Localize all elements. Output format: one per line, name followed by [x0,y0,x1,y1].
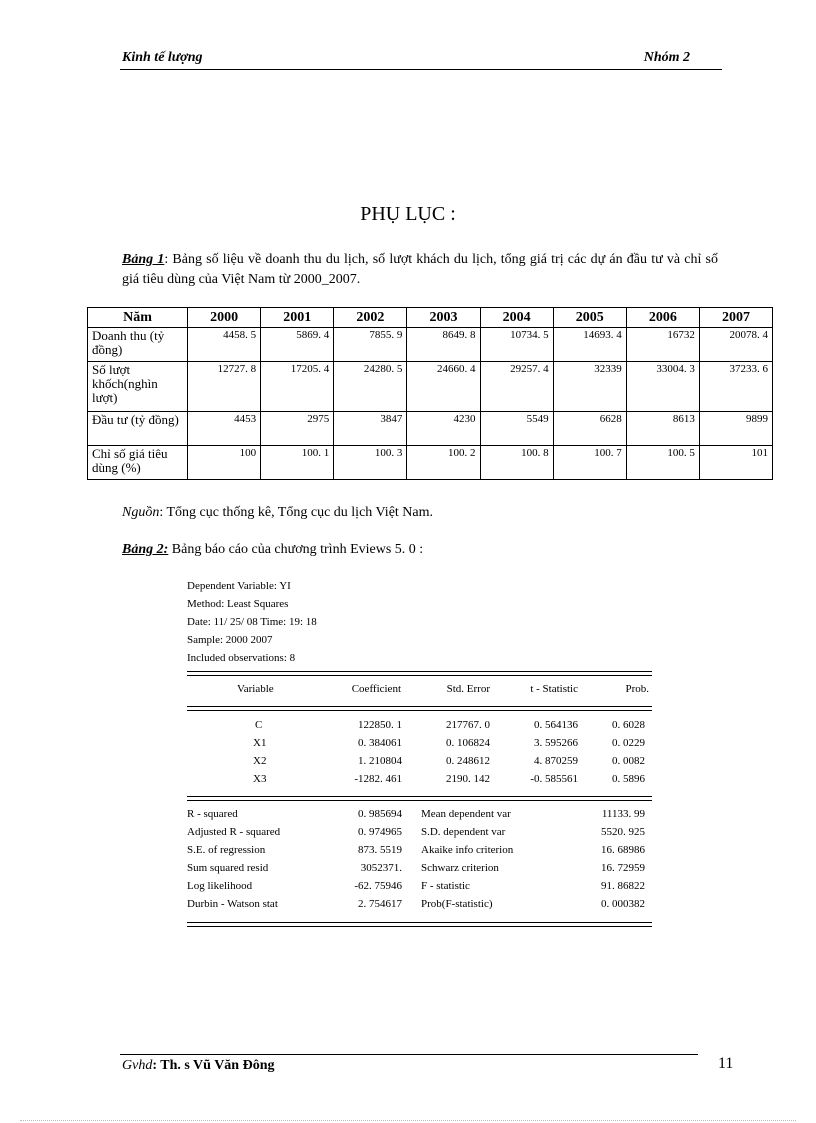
stat-value: 0. 985694 [358,808,402,820]
stat-value: 0. 974965 [358,826,402,838]
table-row [187,898,652,916]
stat-label: Akaike info criterion [421,844,514,856]
table-cell: X1 [253,737,267,749]
meta-line: Dependent Variable: YI [187,580,291,592]
table-rule [187,671,652,676]
table-cell: 1. 210804 [358,755,402,767]
stat-value: 91. 86822 [601,880,645,892]
page-number: 11 [718,1055,734,1072]
table-cell: 32339 [553,362,626,412]
table-cell: 33004. 3 [626,362,699,412]
table-cell: 29257. 4 [480,362,553,412]
column-header: Prob. [625,683,649,695]
table-cell: X3 [253,773,267,785]
table-cell: 8649. 8 [407,328,480,362]
header-left: Kinh tế lượng [122,50,203,65]
stat-value: 873. 5519 [358,844,402,856]
table-cell: 100. 5 [626,446,699,480]
source-label: Nguồn [122,505,160,520]
table-row [88,328,773,362]
meta-line: Sample: 2000 2007 [187,634,273,646]
stat-value: 2. 754617 [358,898,402,910]
table-cell: -1282. 461 [354,773,402,785]
table-cell: 10734. 5 [480,328,553,362]
table-row [187,826,652,844]
table-cell: 0. 384061 [358,737,402,749]
page-title: PHỤ LỤC : [360,203,456,225]
table-cell: 100. 3 [334,446,407,480]
table-cell: 0. 5896 [612,773,645,785]
meta-line: Method: Least Squares [187,598,289,610]
stat-label: R - squared [187,808,238,820]
table-cell: 24660. 4 [407,362,480,412]
column-header: Coefficient [351,683,401,695]
column-header: 2006 [626,308,699,328]
page-edge [20,1120,796,1121]
table-cell: 20078. 4 [699,328,772,362]
column-header: 2000 [188,308,261,328]
table-cell: -0. 585561 [530,773,578,785]
table1-caption [122,250,718,290]
table-row [88,446,773,480]
table-cell: X2 [253,755,267,767]
table-row [187,880,652,898]
stat-value: 3052371. [360,862,402,874]
table-cell: 4230 [407,412,480,446]
table-cell: C [255,719,263,731]
footer-divider [120,1054,698,1055]
table-cell: 0. 248612 [446,755,490,767]
column-header: 2005 [553,308,626,328]
table-cell: 7855. 9 [334,328,407,362]
column-header: 2004 [480,308,553,328]
table-cell: 37233. 6 [699,362,772,412]
column-header: Variable [237,683,274,695]
table-cell: 100 [188,446,261,480]
table-cell: 101 [699,446,772,480]
table-cell: 0. 564136 [534,719,578,731]
table-cell: 5869. 4 [261,328,334,362]
table-cell: 2975 [261,412,334,446]
table-cell: 0. 0082 [612,755,645,767]
table-cell: 3. 595266 [534,737,578,749]
column-header: 2007 [699,308,772,328]
stat-label: Log likelihood [187,880,253,892]
stat-value: 11133. 99 [601,808,645,820]
row-label: Chỉ số giá tiêu dùng (%) [88,446,188,480]
meta-line: Date: 11/ 25/ 08 Time: 19: 18 [187,616,317,628]
eviews-meta [187,577,317,667]
table1-caption-text: : Bảng số liệu về doanh thu du lịch, số lượt khách du lịch, tổng giá trị các dự án đầu tư và chỉ số giá tiêu dùng của Việt Nam từ 2000_2007. [122,252,718,287]
stat-value: 0. 000382 [601,898,645,910]
table-cell: 9899 [699,412,772,446]
table2-caption [122,540,718,560]
table-row [187,808,652,826]
column-header: 2001 [261,308,334,328]
table-cell: 6628 [553,412,626,446]
stat-label: F - statistic [421,880,470,892]
stat-value: 16. 68986 [601,844,645,856]
column-header: Std. Error [446,683,490,695]
table-cell: 100. 8 [480,446,553,480]
table-rule [187,922,652,927]
footer-name: : Th. s Vũ Văn Đông [152,1058,275,1073]
table-cell: 12727. 8 [188,362,261,412]
eviews-coefficients [187,719,652,791]
data-table [87,307,773,480]
table-cell: 100. 7 [553,446,626,480]
table-header-row [187,683,652,701]
stat-label: Prob(F-statistic) [421,898,493,910]
table-cell: 17205. 4 [261,362,334,412]
table-rule [187,706,652,711]
stat-label: Mean dependent var [421,808,511,820]
header-right: Nhóm 2 [643,50,690,65]
table-cell: 100. 2 [407,446,480,480]
table-cell: 4453 [188,412,261,446]
column-header: 2003 [407,308,480,328]
header-divider [120,69,722,70]
table-row [187,737,652,755]
table-row [187,719,652,737]
table-row [187,773,652,791]
table-cell: 24280. 5 [334,362,407,412]
stat-label: Adjusted R - squared [187,826,281,838]
footer-advisor [122,1058,275,1074]
table-cell: 3847 [334,412,407,446]
table-cell: 122850. 1 [358,719,402,731]
table-row [187,862,652,880]
table-cell: 4. 870259 [534,755,578,767]
table-cell: 100. 1 [261,446,334,480]
footer-label: Gvhd [122,1058,153,1073]
column-header: Năm [88,308,188,328]
table-cell: 0. 106824 [446,737,490,749]
table-cell: 2190. 142 [446,773,490,785]
eviews-column-headers [187,683,652,701]
table-header-row [88,308,773,328]
table-row [88,412,773,446]
table-row [187,844,652,862]
stat-label: Durbin - Watson stat [187,898,278,910]
table-cell: 0. 6028 [612,719,645,731]
column-header: 2002 [334,308,407,328]
table-cell: 16732 [626,328,699,362]
meta-line: Included observations: 8 [187,652,296,664]
row-label: Số lượt khốch(nghìn lượt) [88,362,188,412]
row-label: Doanh thu (tỷ đồng) [88,328,188,362]
table-cell: 0. 0229 [612,737,645,749]
table-rule [187,796,652,801]
column-header: t - Statistic [530,683,578,695]
stat-value: 5520. 925 [601,826,645,838]
eviews-statistics [187,808,652,916]
table-row [88,362,773,412]
stat-value: -62. 75946 [354,880,402,892]
table-cell: 8613 [626,412,699,446]
row-label: Đầu tư (tỷ đồng) [88,412,188,446]
stat-value: 16. 72959 [601,862,645,874]
source-note [122,503,718,523]
table2-label: Bảng 2: [122,542,169,557]
table-cell: 217767. 0 [446,719,490,731]
source-text: : Tổng cục thống kê, Tổng cục du lịch Việt Nam. [159,505,434,520]
table2-caption-text: Bảng báo cáo của chương trình Eviews 5. 0 : [168,542,424,557]
table-cell: 4458. 5 [188,328,261,362]
stat-label: S.D. dependent var [421,826,506,838]
stat-label: Sum squared resid [187,862,269,874]
table-cell: 14693. 4 [553,328,626,362]
table-row [187,755,652,773]
table-cell: 5549 [480,412,553,446]
stat-label: S.E. of regression [187,844,266,856]
table1-label: Bảng 1 [122,252,165,267]
stat-label: Schwarz criterion [421,862,499,874]
